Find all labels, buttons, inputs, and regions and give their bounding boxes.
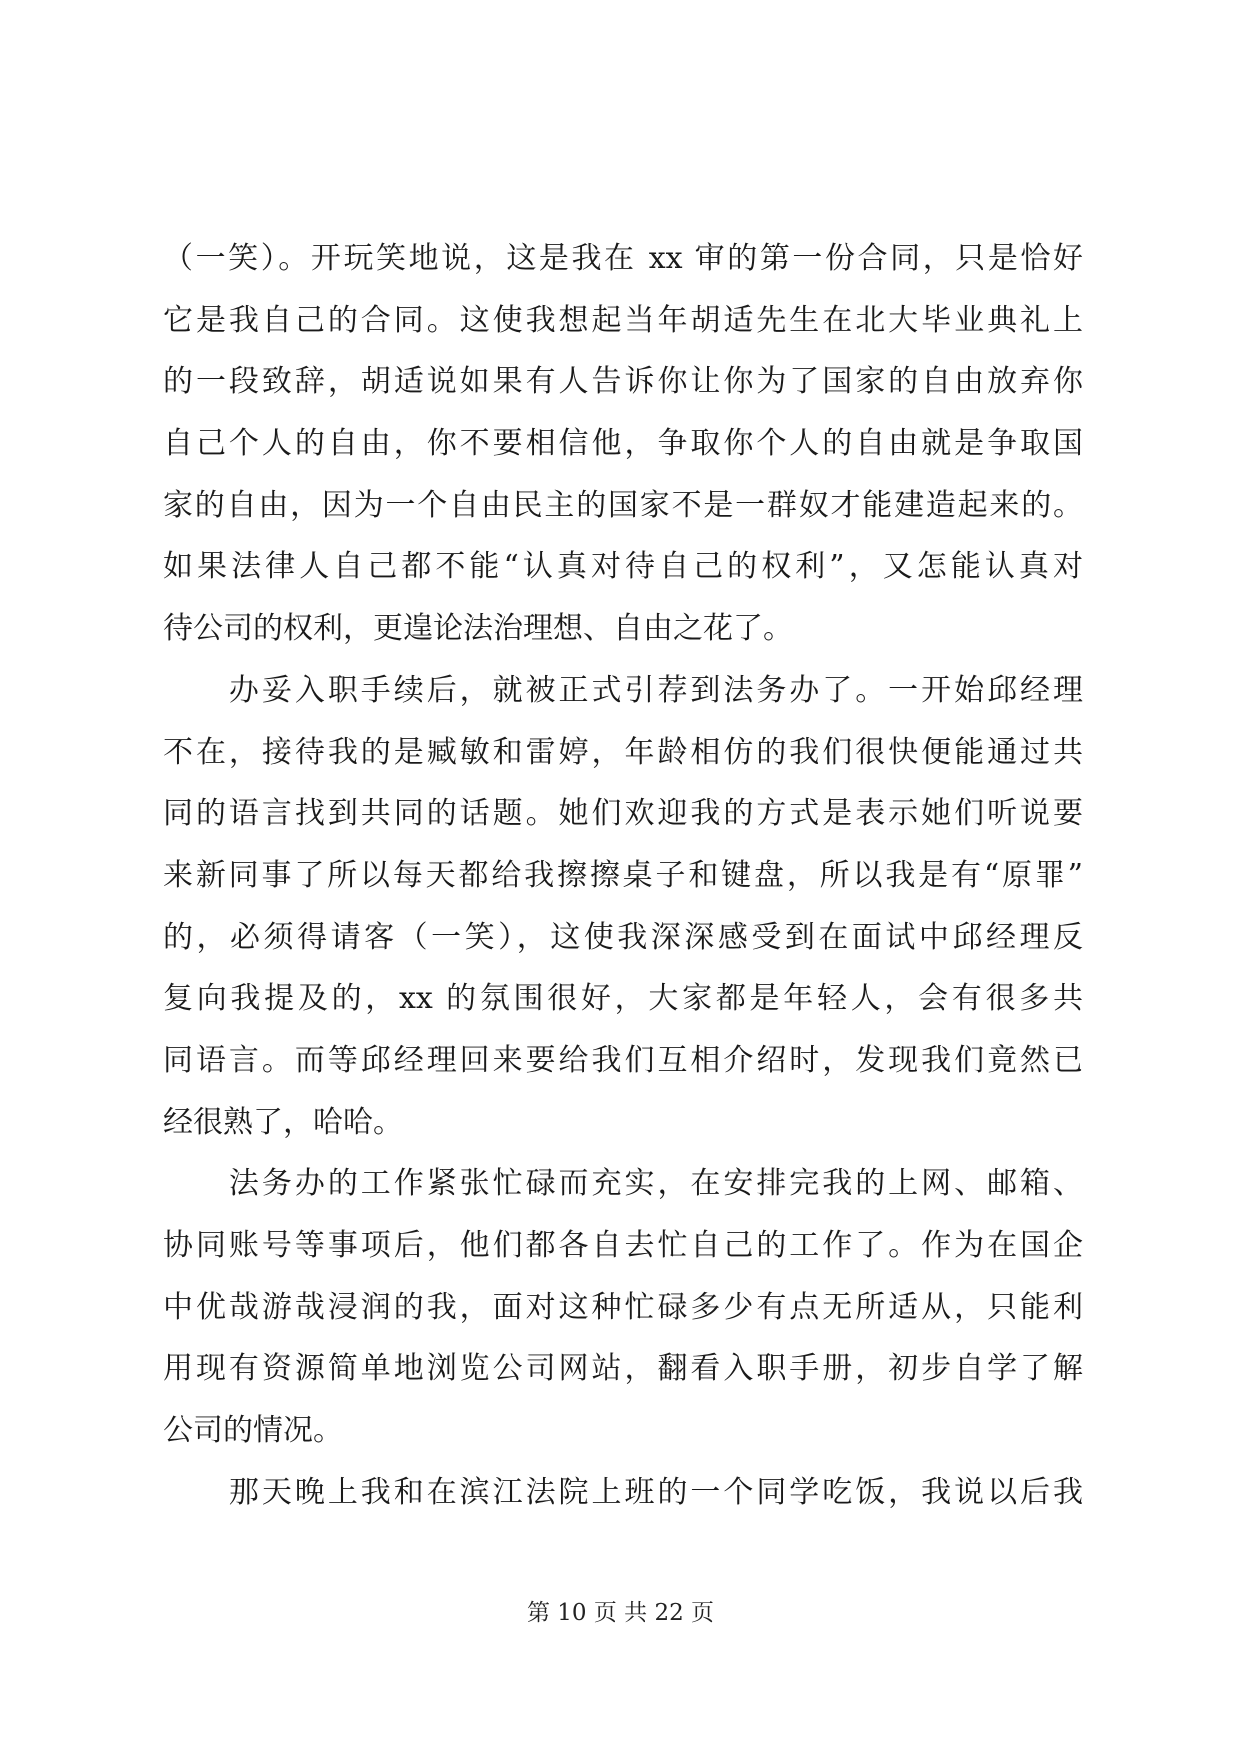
text-line: 家的自由，因为一个自由民主的国家不是一群奴才能建造起来的。 (163, 487, 1083, 523)
text-line: 那天晚上我和在滨江法院上班的一个同学吃饭，我说以后我 (163, 1474, 1083, 1510)
text-line: 复向我提及的，xx 的氛围很好，大家都是年轻人，会有很多共 (163, 981, 1083, 1017)
text-line: 协同账号等事项后，他们都各自去忙自己的工作了。作为在国企 (163, 1228, 1083, 1263)
text-line: 公司的情况。 (163, 1413, 343, 1449)
paragraph-2 (163, 660, 1083, 1154)
text-line: 的，必须得请客（一笑），这使我深深感受到在面试中邱经理反 (163, 919, 1083, 955)
text-line: 同语言。而等邱经理回来要给我们互相介绍时，发现我们竟然已 (163, 1042, 1083, 1078)
text-line: 自己个人的自由，你不要相信他，争取你个人的自由就是争取国 (163, 426, 1083, 462)
text-line: 如果法律人自己都不能“认真对待自己的权利”，又怎能认真对 (163, 549, 1083, 585)
text-line: 不在，接待我的是臧敏和雷婷，年龄相仿的我们很快便能通过共 (163, 734, 1083, 770)
paragraph-3 (163, 1153, 1083, 1461)
text-line: 它是我自己的合同。这使我想起当年胡适先生在北大毕业典礼上 (163, 302, 1083, 338)
text-line: 待公司的权利，更遑论法治理想、自由之花了。 (163, 611, 793, 647)
body-text (163, 228, 1083, 1523)
text-line: （一笑）。开玩笑地说，这是我在 xx 审的第一份合同，只是恰好 (163, 241, 1083, 276)
page-footer: 第 10 页 共 22 页 (526, 1600, 715, 1626)
text-line: 中优哉游哉浸润的我，面对这种忙碌多少有点无所适从，只能利 (163, 1289, 1083, 1325)
paragraph-4 (163, 1462, 1083, 1524)
text-line: 的一段致辞，胡适说如果有人告诉你让你为了国家的自由放弃你 (163, 364, 1083, 400)
text-line: 经很熟了，哈哈。 (163, 1104, 403, 1140)
text-line: 办妥入职手续后，就被正式引荐到法务办了。一开始邱经理 (163, 672, 1083, 708)
text-line: 来新同事了所以每天都给我擦擦桌子和键盘，所以我是有“原罪” (163, 857, 1083, 893)
paragraph-1 (163, 228, 1083, 660)
text-line: 用现有资源简单地浏览公司网站，翻看入职手册，初步自学了解 (163, 1351, 1083, 1387)
text-line: 法务办的工作紧张忙碌而充实，在安排完我的上网、邮箱、 (163, 1166, 1083, 1202)
text-line: 同的语言找到共同的话题。她们欢迎我的方式是表示她们听说要 (163, 796, 1083, 832)
